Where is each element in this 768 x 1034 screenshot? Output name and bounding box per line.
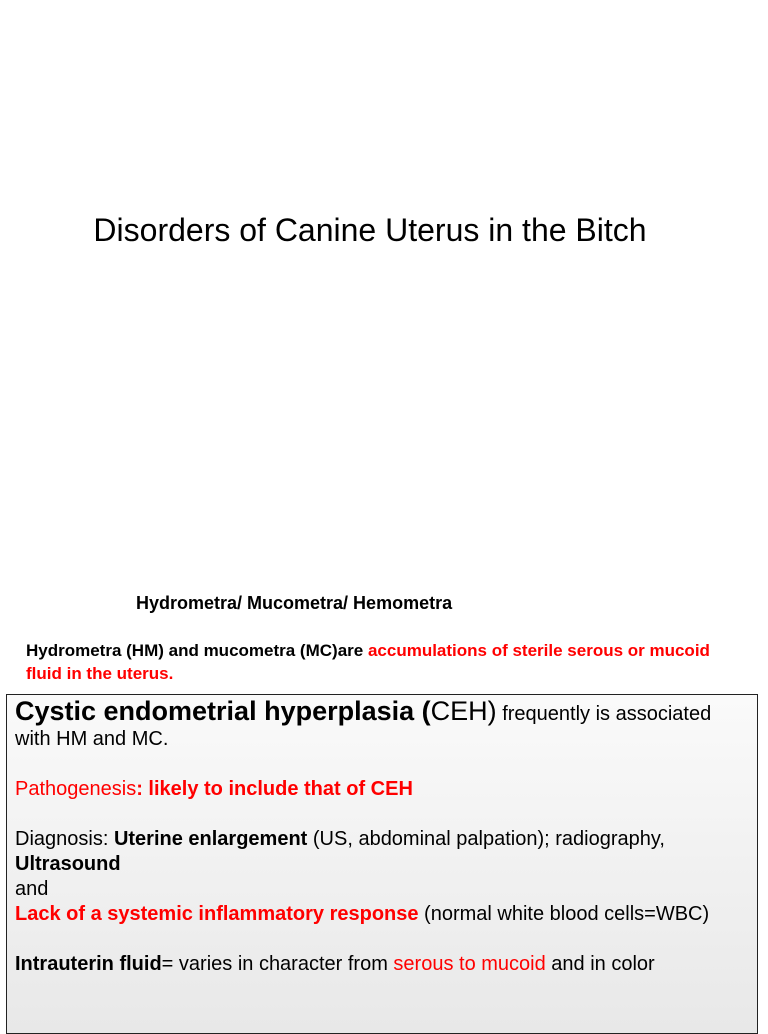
pathogenesis-text: : likely to include that of CEH bbox=[136, 778, 413, 800]
inflammatory-paragraph bbox=[15, 902, 751, 927]
content-box bbox=[6, 694, 758, 1034]
pathogenesis-label: Pathogenesis bbox=[15, 778, 137, 800]
fluid-text-end: and in color bbox=[545, 953, 655, 975]
intro-text: Hydrometra (HM) and mucometra (MC)are bbox=[26, 641, 368, 660]
intro-highlight: accumulations of sterile serous or mucoid fluid in the uterus. bbox=[26, 641, 710, 683]
section-subtitle: Hydrometra/ Mucometra/ Hemometra bbox=[136, 593, 453, 613]
fluid-paragraph bbox=[15, 952, 751, 977]
fluid-label: Intrauterin fluid bbox=[15, 953, 162, 975]
content-box-body bbox=[15, 696, 751, 977]
diagnosis-bold: Uterine enlargement bbox=[113, 828, 308, 850]
diagnosis-text: (US, abdominal palpation); radiography, bbox=[307, 828, 665, 850]
fluid-highlight: serous to mucoid bbox=[393, 953, 546, 975]
pathogenesis-paragraph bbox=[15, 777, 751, 802]
ceh-text: frequently is associated with HM and MC. bbox=[15, 703, 712, 750]
page-title: Disorders of Canine Uterus in the Bitch bbox=[93, 212, 647, 248]
fluid-text: = varies in character from bbox=[161, 953, 394, 975]
intro-paragraph bbox=[26, 639, 746, 685]
ceh-heading: Cystic endometrial hyperplasia ( bbox=[15, 696, 431, 726]
diagnosis-label: Diagnosis: bbox=[15, 828, 114, 850]
ceh-abbrev: CEH) bbox=[430, 696, 497, 726]
and-line: and bbox=[15, 878, 49, 900]
ultrasound-line: Ultrasound bbox=[15, 853, 121, 875]
ceh-paragraph bbox=[15, 696, 751, 752]
diagnosis-paragraph bbox=[15, 827, 751, 852]
inflammatory-highlight: Lack of a systemic inflammatory response bbox=[15, 903, 419, 925]
inflammatory-text: (normal white blood cells=WBC) bbox=[418, 903, 710, 925]
